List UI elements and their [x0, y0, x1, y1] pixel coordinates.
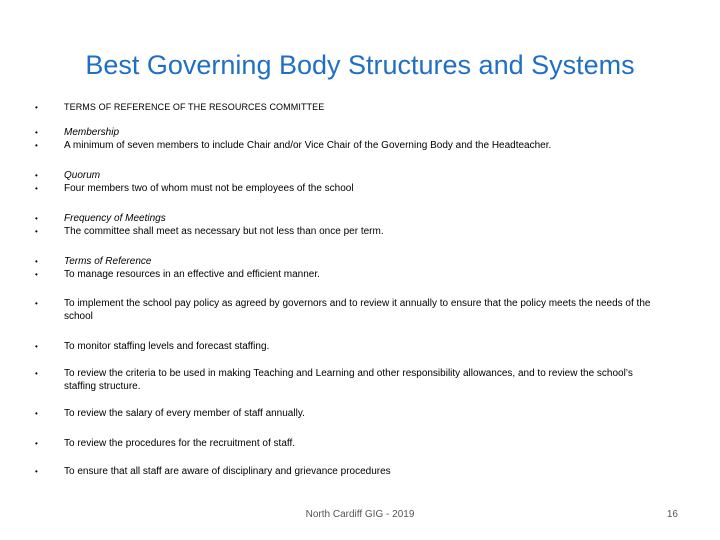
bullet: • — [35, 128, 38, 137]
list-item-text: To implement the school pay policy as agreed by governors and to review it annually to ensure that the policy meets the needs of the school — [64, 298, 651, 322]
bullet: • — [35, 467, 38, 476]
bullet: • — [35, 270, 38, 279]
quorum-text: Four members two of whom must not be employees of the school — [64, 183, 354, 194]
list-item-text: To ensure that all staff are aware of disciplinary and grievance procedures — [64, 466, 391, 477]
quorum-label: Quorum — [64, 170, 101, 181]
footer-text: North Cardiff GIG - 2019 — [305, 509, 415, 520]
bullet: • — [35, 409, 38, 418]
bullet: • — [35, 369, 38, 378]
bullet: • — [35, 141, 38, 150]
list-item-text: To review the procedures for the recruitment of staff. — [64, 438, 296, 449]
list-item-text: To review the salary of every member of staff annually. — [64, 408, 305, 419]
membership-label: Membership — [64, 127, 120, 138]
bullet: • — [35, 439, 38, 448]
bullet: • — [35, 257, 38, 266]
bullet: • — [35, 342, 38, 351]
bullet: • — [35, 171, 38, 180]
membership-text: A minimum of seven members to include Chair and/or Vice Chair of the Governing Body and the Headteacher. — [64, 140, 552, 151]
bullet: • — [35, 214, 38, 223]
list-item-text: To review the criteria to be used in making Teaching and Learning and other responsibility allowances, and to review the school’s staffing structure. — [64, 368, 633, 392]
tor-label: Terms of Reference — [64, 256, 152, 267]
bullet: • — [35, 299, 38, 308]
list-item-text: To monitor staffing levels and forecast staffing. — [64, 341, 270, 352]
bullet: • — [35, 103, 38, 112]
frequency-text: The committee shall meet as necessary but not less than once per term. — [64, 226, 384, 237]
page-number: 16 — [666, 509, 678, 520]
frequency-label: Frequency of Meetings — [64, 213, 166, 224]
tor-text: To manage resources in an effective and efficient manner. — [64, 269, 320, 280]
terms-heading: TERMS OF REFERENCE OF THE RESOURCES COMMITTEE — [64, 102, 325, 112]
bullet: • — [35, 184, 38, 193]
slide-title: Best Governing Body Structures and Systems — [85, 50, 635, 80]
bullet: • — [35, 227, 38, 236]
